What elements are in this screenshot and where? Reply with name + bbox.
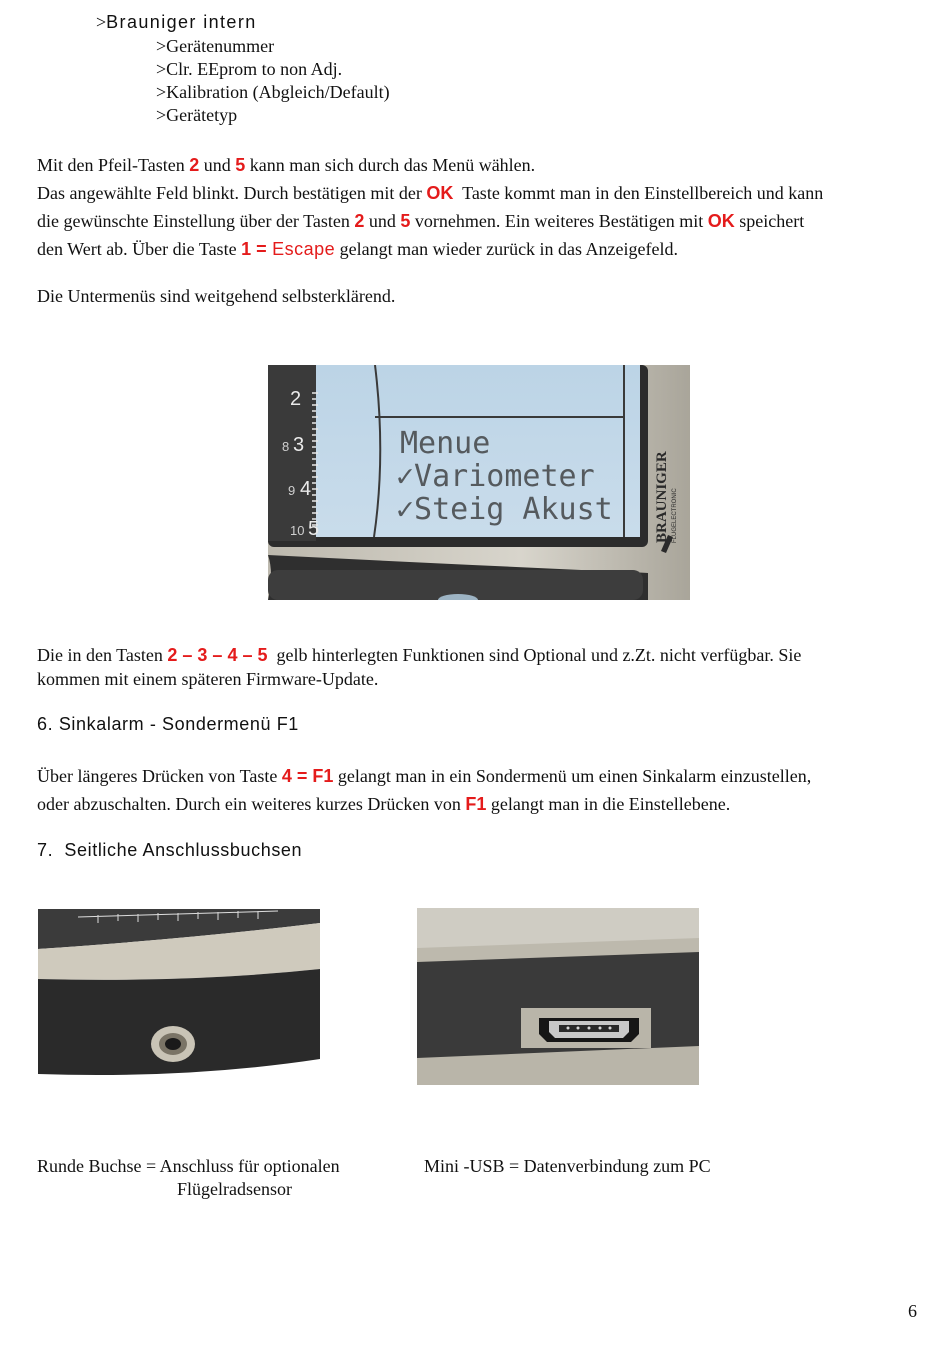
brand-logo-subtext: FLUGELECTRONIC — [672, 488, 678, 543]
optional-functions-paragraph — [37, 643, 917, 691]
menu-item-clr-eeprom: >Clr. EEprom to non Adj. — [156, 59, 343, 79]
key-2: 2 — [354, 211, 365, 231]
key-1: 1 = — [241, 239, 267, 259]
lcd-line-menue: Menue — [400, 426, 491, 461]
para1-line2: Das angewählte Feld blinkt. Durch bestätigen mit der OK Taste kommt man in den Einstellbereich und kann — [37, 183, 824, 203]
para1-line1: Mit den Pfeil-Tasten 2 und 5 kann man sich durch das Menü wählen. — [37, 155, 536, 175]
menu-item-geraetenummer: >Gerätenummer — [156, 36, 275, 56]
lcd-line-variometer: ✓Variometer — [396, 459, 595, 494]
scale-label-10: 10 — [290, 523, 305, 538]
key-escape: Escape — [266, 239, 336, 259]
device-display-illustration — [268, 365, 690, 600]
menu-title — [96, 10, 257, 34]
scale-label-4: 4 — [300, 478, 312, 500]
mini-usb-caption: Mini -USB = Datenverbindung zum PC — [424, 1156, 711, 1176]
para1-line4: den Wert ab. Über die Taste 1 = Escape gelangt man wieder zurück in das Anzeigefeld. — [37, 239, 679, 259]
para4-line2: oder abzuschalten. Durch ein weiteres kurzes Drücken von F1 gelangt man in die Einstellebene. — [37, 794, 731, 814]
round-jack-caption-line1: Runde Buchse = Anschluss für optionalen — [37, 1156, 340, 1176]
scale-label-3: 3 — [293, 434, 305, 456]
scale-label-2: 2 — [290, 388, 302, 410]
menu-item-kalibration: >Kalibration (Abgleich/Default) — [156, 82, 390, 102]
submenus-note: Die Untermenüs sind weitgehend selbsterklärend. — [37, 286, 396, 306]
key-2: 2 — [189, 155, 200, 175]
keys-2-3-4-5: 2 – 3 – 4 – 5 — [167, 645, 268, 665]
menu-item-geraetetyp: >Gerätetyp — [156, 105, 238, 125]
mini-usb-illustration — [417, 908, 699, 1085]
section-heading-7: 7. Seitliche Anschlussbuchsen — [37, 840, 303, 860]
para3-line1: Die in den Tasten 2 – 3 – 4 – 5 gelb hinterlegten Funktionen sind Optional und z.Zt. nicht verfügbar. Sie — [37, 645, 802, 665]
key-ok: OK — [426, 183, 454, 203]
round-jack-illustration — [38, 909, 320, 1079]
key-5: 5 — [235, 155, 246, 175]
scale-label-8: 8 — [282, 439, 290, 454]
device-display-photo — [268, 365, 690, 600]
menu-title-text: Brauniger intern — [106, 12, 257, 32]
key-4-f1: 4 = F1 — [281, 766, 334, 786]
key-5: 5 — [400, 211, 411, 231]
lcd-line-steig-akust: ✓Steig Akust — [396, 492, 613, 527]
instructions-paragraph — [37, 151, 917, 263]
sinkalarm-paragraph — [37, 762, 917, 818]
page-number: 6 — [908, 1301, 917, 1321]
scale-label-5: 5 — [308, 518, 320, 540]
round-jack-caption-line2: Flügelradsensor — [177, 1179, 292, 1199]
scale-label-9: 9 — [288, 483, 296, 498]
para4-line1: Über längeres Drücken von Taste 4 = F1 gelangt man in ein Sondermenü um einen Sinkalarm einzustellen, — [37, 766, 812, 786]
mini-usb-photo — [417, 908, 699, 1085]
brand-logo-text: BRAUNIGER — [654, 451, 670, 543]
key-f1: F1 — [465, 794, 487, 814]
section-heading-6: 6. Sinkalarm - Sondermenü F1 — [37, 714, 299, 734]
key-ok: OK — [707, 211, 735, 231]
para1-line3: die gewünschte Einstellung über der Tasten 2 und 5 vornehmen. Ein weiteres Bestätigen mit OK speichert — [37, 211, 805, 231]
para3-line2: kommen mit einem späteren Firmware-Update. — [37, 669, 379, 689]
round-jack-photo — [38, 909, 320, 1079]
menu-title-prefix: > — [96, 12, 107, 32]
